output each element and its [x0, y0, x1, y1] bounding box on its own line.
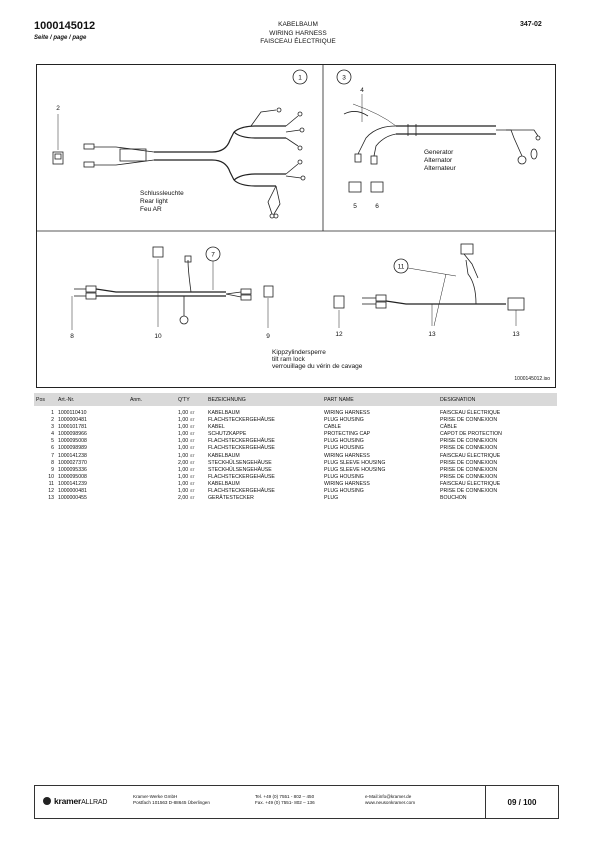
- row-designation-value: FAISCEAU ÉLECTRIQUE: [440, 480, 501, 487]
- label-gen-fr: Alternateur: [424, 165, 456, 172]
- row-pos: [34, 417, 56, 424]
- header-bezeichnung: BEZEICHNUNG: [206, 393, 322, 406]
- row-pos-value: 3: [51, 424, 54, 431]
- table-row: [34, 474, 557, 481]
- row-pos: [34, 488, 56, 495]
- unit-label: ST: [190, 467, 195, 472]
- iso-reference: 1000145012.iso: [514, 376, 550, 382]
- row-anm: [96, 438, 176, 445]
- document-number: 1000145012: [34, 20, 96, 32]
- row-designation: [438, 445, 557, 452]
- row-part-name-value: PLUG: [324, 495, 339, 502]
- row-pos-value: 11: [48, 480, 54, 487]
- row-part-name-value: PLUG HOUSING: [324, 473, 364, 480]
- row-designation-value: PRISE DE CONNEXION: [440, 473, 498, 480]
- callout-1: 1: [298, 74, 302, 82]
- row-bezeichnung: [206, 445, 322, 452]
- row-pos: [34, 460, 56, 467]
- row-part-name: [322, 495, 438, 502]
- row-qty-value: 1,00: [178, 417, 189, 424]
- row-anm: [96, 467, 176, 474]
- row-qty-value: 2,00: [178, 459, 189, 466]
- kramer-logo: [43, 796, 107, 806]
- row-pos: [34, 410, 56, 417]
- row-art-nr: [56, 431, 96, 438]
- header-designation: DESIGNATION: [438, 393, 557, 406]
- row-art-nr: [56, 424, 96, 431]
- callout-10: 10: [154, 333, 162, 340]
- row-qty: [176, 474, 206, 481]
- row-part-name: [322, 460, 438, 467]
- row-art-nr: [56, 417, 96, 424]
- row-qty-value: 1,00: [178, 424, 189, 431]
- row-art-nr: [56, 438, 96, 445]
- table-row: [34, 417, 557, 424]
- row-qty: [176, 438, 206, 445]
- row-art-nr: [56, 460, 96, 467]
- row-designation: [438, 481, 557, 488]
- row-designation: [438, 431, 557, 438]
- row-pos: [34, 453, 56, 460]
- row-pos-value: 8: [51, 459, 54, 466]
- row-designation: [438, 410, 557, 417]
- callout-4: 4: [360, 87, 364, 94]
- unit-label: ST: [190, 446, 195, 451]
- unit-label: ST: [190, 474, 195, 479]
- row-part-name-value: PLUG HOUSING: [324, 438, 364, 445]
- row-bezeichnung: [206, 467, 322, 474]
- group-number: 347-02: [520, 21, 542, 28]
- row-qty-value: 1,00: [178, 431, 189, 438]
- row-anm: [96, 481, 176, 488]
- row-bezeichnung: [206, 474, 322, 481]
- row-bezeichnung: [206, 424, 322, 431]
- table-row: [34, 460, 557, 467]
- row-pos: [34, 431, 56, 438]
- row-bezeichnung-value: STECKHÜLSENGEHÄUSE: [208, 466, 272, 473]
- row-qty: [176, 417, 206, 424]
- row-part-name-value: CABLE: [324, 424, 342, 431]
- row-qty: [176, 488, 206, 495]
- label-ram-de: Kippzylindersperre: [272, 349, 326, 356]
- row-part-name-value: PROTECTING CAP: [324, 431, 371, 438]
- unit-label: ST: [190, 411, 195, 415]
- row-part-name-value: WIRING HARNESS: [324, 410, 370, 416]
- row-art-nr-value: 1000000455: [58, 495, 87, 502]
- table-row: [34, 424, 557, 431]
- row-designation-value: FAISCEAU ÉLECTRIQUE: [440, 452, 501, 459]
- row-art-nr-value: 1000095008: [58, 438, 87, 445]
- label-rear-en: Rear light: [140, 198, 168, 205]
- row-designation-value: PRISE DE CONNEXION: [440, 417, 498, 424]
- row-bezeichnung-value: KABELBAUM: [208, 480, 240, 487]
- row-art-nr-value: 1000101781: [58, 424, 87, 431]
- row-qty: [176, 481, 206, 488]
- row-pos-value: 4: [51, 431, 54, 438]
- table-row: [34, 438, 557, 445]
- row-pos-value: 12: [48, 488, 54, 495]
- row-part-name: [322, 467, 438, 474]
- row-part-name: [322, 481, 438, 488]
- company-address: [133, 794, 210, 806]
- row-designation: [438, 438, 557, 445]
- row-bezeichnung-value: STECKHÜLSENGEHÄUSE: [208, 459, 272, 466]
- unit-label: ST: [190, 496, 195, 501]
- telephone: Tel. +49 (0) 7551 - 802 – 450: [255, 794, 315, 799]
- row-art-nr-value: 1000110410: [58, 410, 87, 416]
- row-pos-value: 9: [51, 466, 54, 473]
- callout-2: 2: [56, 105, 60, 112]
- row-pos-value: 1: [51, 410, 54, 416]
- row-bezeichnung-value: FLACHSTECKERGEHÄUSE: [208, 417, 275, 424]
- row-pos-value: 7: [51, 452, 54, 459]
- row-part-name-value: PLUG HOUSING: [324, 445, 364, 452]
- row-bezeichnung: [206, 453, 322, 460]
- row-art-nr-value: 1000000481: [58, 488, 87, 495]
- row-part-name: [322, 488, 438, 495]
- row-bezeichnung-value: KABELBAUM: [208, 452, 240, 459]
- row-bezeichnung-value: FLACHSTECKERGEHÄUSE: [208, 488, 275, 495]
- page-label: Seite / page / page: [34, 35, 87, 41]
- row-bezeichnung-value: KABELBAUM: [208, 410, 240, 416]
- row-art-nr-value: 1000098989: [58, 445, 87, 452]
- row-part-name-value: PLUG HOUSING: [324, 488, 364, 495]
- label-ram-fr: verrouillage du vérin de cavage: [272, 363, 363, 370]
- row-qty-value: 1,00: [178, 488, 189, 495]
- row-qty-value: 1,00: [178, 480, 189, 487]
- header-anm: Anm.: [96, 393, 176, 406]
- row-bezeichnung-value: FLACHSTECKERGEHÄUSE: [208, 473, 275, 480]
- row-designation: [438, 453, 557, 460]
- unit-label: ST: [190, 418, 195, 423]
- header-art: Art.-Nr.: [56, 393, 96, 406]
- row-art-nr-value: 1000000481: [58, 417, 87, 424]
- row-qty: [176, 445, 206, 452]
- header-part-name: PART NAME: [322, 393, 438, 406]
- row-qty: [176, 460, 206, 467]
- table-row: [34, 495, 557, 502]
- row-part-name: [322, 410, 438, 417]
- postal-address: Postfach 101563 D-88645 Überlingen: [133, 800, 210, 805]
- row-bezeichnung-value: FLACHSTECKERGEHÄUSE: [208, 438, 275, 445]
- callout-8: 8: [70, 333, 74, 340]
- row-pos: [34, 445, 56, 452]
- row-art-nr: [56, 474, 96, 481]
- row-qty-value: 1,00: [178, 473, 189, 480]
- row-bezeichnung: [206, 417, 322, 424]
- row-anm: [96, 495, 176, 502]
- row-part-name-value: WIRING HARNESS: [324, 480, 370, 487]
- row-art-nr-value: 1000098966: [58, 431, 87, 438]
- row-bezeichnung-value: SCHUTZKAPPE: [208, 431, 247, 438]
- unit-label: ST: [190, 489, 195, 494]
- brand-suffix: ALLRAD: [81, 799, 108, 806]
- row-bezeichnung: [206, 481, 322, 488]
- callout-13b: 13: [512, 331, 520, 338]
- row-part-name: [322, 474, 438, 481]
- brand-name: kramer: [54, 796, 82, 806]
- phone-block: [255, 794, 315, 806]
- row-art-nr-value: 1000027370: [58, 459, 87, 466]
- row-designation: [438, 460, 557, 467]
- callout-13a: 13: [428, 331, 436, 338]
- table-row: [34, 488, 557, 495]
- unit-label: ST: [190, 439, 195, 444]
- title-en: WIRING HARNESS: [269, 29, 327, 37]
- row-pos-value: 5: [51, 438, 54, 445]
- table-row: [34, 410, 557, 417]
- row-designation-value: PRISE DE CONNEXION: [440, 438, 498, 445]
- row-pos: [34, 467, 56, 474]
- title-fr: FAISCEAU ÉLECTRIQUE: [260, 38, 336, 46]
- table-row: [34, 445, 557, 452]
- document-title: [200, 21, 396, 47]
- header-pos: Pos: [34, 393, 56, 406]
- row-art-nr: [56, 481, 96, 488]
- row-pos: [34, 481, 56, 488]
- callout-12: 12: [335, 331, 343, 338]
- row-part-name: [322, 453, 438, 460]
- row-bezeichnung: [206, 495, 322, 502]
- fax: Fax. +49 (0) 7551- 802 – 136: [255, 800, 315, 805]
- row-anm: [96, 453, 176, 460]
- callout-9: 9: [266, 333, 270, 340]
- page-number: 09 / 100: [485, 786, 558, 818]
- row-anm: [96, 445, 176, 452]
- row-part-name-value: WIRING HARNESS: [324, 452, 370, 459]
- unit-label: ST: [190, 460, 195, 465]
- row-part-name-value: PLUG SLEEVE HOUSING: [324, 459, 386, 466]
- row-anm: [96, 417, 176, 424]
- footer: [34, 785, 559, 819]
- label-ram-en: tilt ram lock: [272, 356, 305, 363]
- row-part-name: [322, 438, 438, 445]
- contact-block: [365, 794, 415, 806]
- row-part-name: [322, 431, 438, 438]
- unit-label: ST: [190, 481, 195, 486]
- row-qty-value: 1,00: [178, 452, 189, 459]
- table-header-row: [34, 393, 557, 406]
- row-qty-value: 1,00: [178, 438, 189, 445]
- table-row: [34, 481, 557, 488]
- row-designation: [438, 467, 557, 474]
- row-designation: [438, 474, 557, 481]
- row-bezeichnung: [206, 460, 322, 467]
- row-pos: [34, 495, 56, 502]
- row-anm: [96, 460, 176, 467]
- row-designation-value: PRISE DE CONNEXION: [440, 488, 498, 495]
- row-art-nr-value: 1000095008: [58, 473, 87, 480]
- parts-table: [34, 393, 557, 502]
- row-qty-value: 2,00: [178, 495, 189, 502]
- row-designation-value: CÂBLE: [440, 424, 458, 431]
- callout-3: 3: [342, 74, 346, 82]
- row-qty-value: 1,00: [178, 466, 189, 473]
- row-anm: [96, 488, 176, 495]
- unit-label: ST: [190, 425, 195, 430]
- row-designation: [438, 495, 557, 502]
- header-qty: Q'TY: [176, 393, 206, 406]
- row-pos: [34, 474, 56, 481]
- row-designation-value: BOUCHON: [440, 495, 467, 502]
- row-art-nr: [56, 445, 96, 452]
- row-qty-value: 1,00: [178, 445, 189, 452]
- row-art-nr-value: 1000095336: [58, 466, 87, 473]
- row-anm: [96, 424, 176, 431]
- row-designation: [438, 424, 557, 431]
- row-qty: [176, 410, 206, 417]
- callout-11: 11: [397, 263, 405, 271]
- row-anm: [96, 474, 176, 481]
- table-row: [34, 467, 557, 474]
- label-gen-de: Generator: [424, 149, 454, 156]
- company-name: Kramer-Werke GmbH: [133, 794, 178, 799]
- row-art-nr: [56, 453, 96, 460]
- row-qty-value: 1,00: [178, 410, 189, 416]
- website-link[interactable]: www.neusonkramer.com: [365, 800, 416, 805]
- label-rear-fr: Feu AR: [140, 206, 162, 213]
- row-pos: [34, 424, 56, 431]
- row-designation-value: PRISE DE CONNEXION: [440, 445, 498, 452]
- row-designation-value: FAISCEAU ÉLECTRIQUE: [440, 410, 501, 416]
- row-part-name: [322, 417, 438, 424]
- unit-label: ST: [190, 453, 195, 458]
- row-art-nr: [56, 495, 96, 502]
- row-qty: [176, 431, 206, 438]
- row-bezeichnung-value: GERÄTESTECKER: [208, 495, 254, 502]
- unit-label: ST: [190, 432, 195, 437]
- row-part-name-value: PLUG HOUSING: [324, 417, 364, 424]
- exploded-drawing: [36, 64, 556, 388]
- row-pos-value: 6: [51, 445, 54, 452]
- row-qty: [176, 424, 206, 431]
- table-row: [34, 431, 557, 438]
- callout-6: 6: [375, 203, 379, 210]
- row-qty: [176, 495, 206, 502]
- row-part-name-value: PLUG SLEEVE HOUSING: [324, 466, 386, 473]
- row-part-name: [322, 445, 438, 452]
- row-art-nr: [56, 410, 96, 417]
- row-art-nr: [56, 467, 96, 474]
- row-pos: [34, 438, 56, 445]
- row-anm: [96, 410, 176, 417]
- row-anm: [96, 431, 176, 438]
- row-pos-value: 2: [51, 417, 54, 424]
- row-pos-value: 10: [48, 473, 54, 480]
- row-designation-value: PRISE DE CONNEXION: [440, 466, 498, 473]
- row-designation: [438, 488, 557, 495]
- row-art-nr-value: 1000141238: [58, 452, 87, 459]
- email-link[interactable]: e-Mail:info@kramer.de: [365, 794, 412, 799]
- row-part-name: [322, 424, 438, 431]
- row-bezeichnung-value: FLACHSTECKERGEHÄUSE: [208, 445, 275, 452]
- row-pos-value: 13: [48, 495, 54, 502]
- title-de: KABELBAUM: [278, 21, 318, 28]
- row-bezeichnung-value: KABEL: [208, 424, 225, 431]
- row-qty: [176, 453, 206, 460]
- row-qty: [176, 467, 206, 474]
- row-designation-value: PRISE DE CONNEXION: [440, 459, 498, 466]
- callout-5: 5: [353, 203, 357, 210]
- table-row: [34, 453, 557, 460]
- label-rear-de: Schlussleuchte: [140, 190, 184, 197]
- kramer-logo-icon: [43, 797, 51, 805]
- label-gen-en: Alternator: [424, 157, 453, 164]
- row-art-nr: [56, 488, 96, 495]
- callout-7: 7: [211, 251, 215, 259]
- row-art-nr-value: 1000141239: [58, 480, 87, 487]
- row-designation-value: CAPOT DE PROTECTION: [440, 431, 502, 438]
